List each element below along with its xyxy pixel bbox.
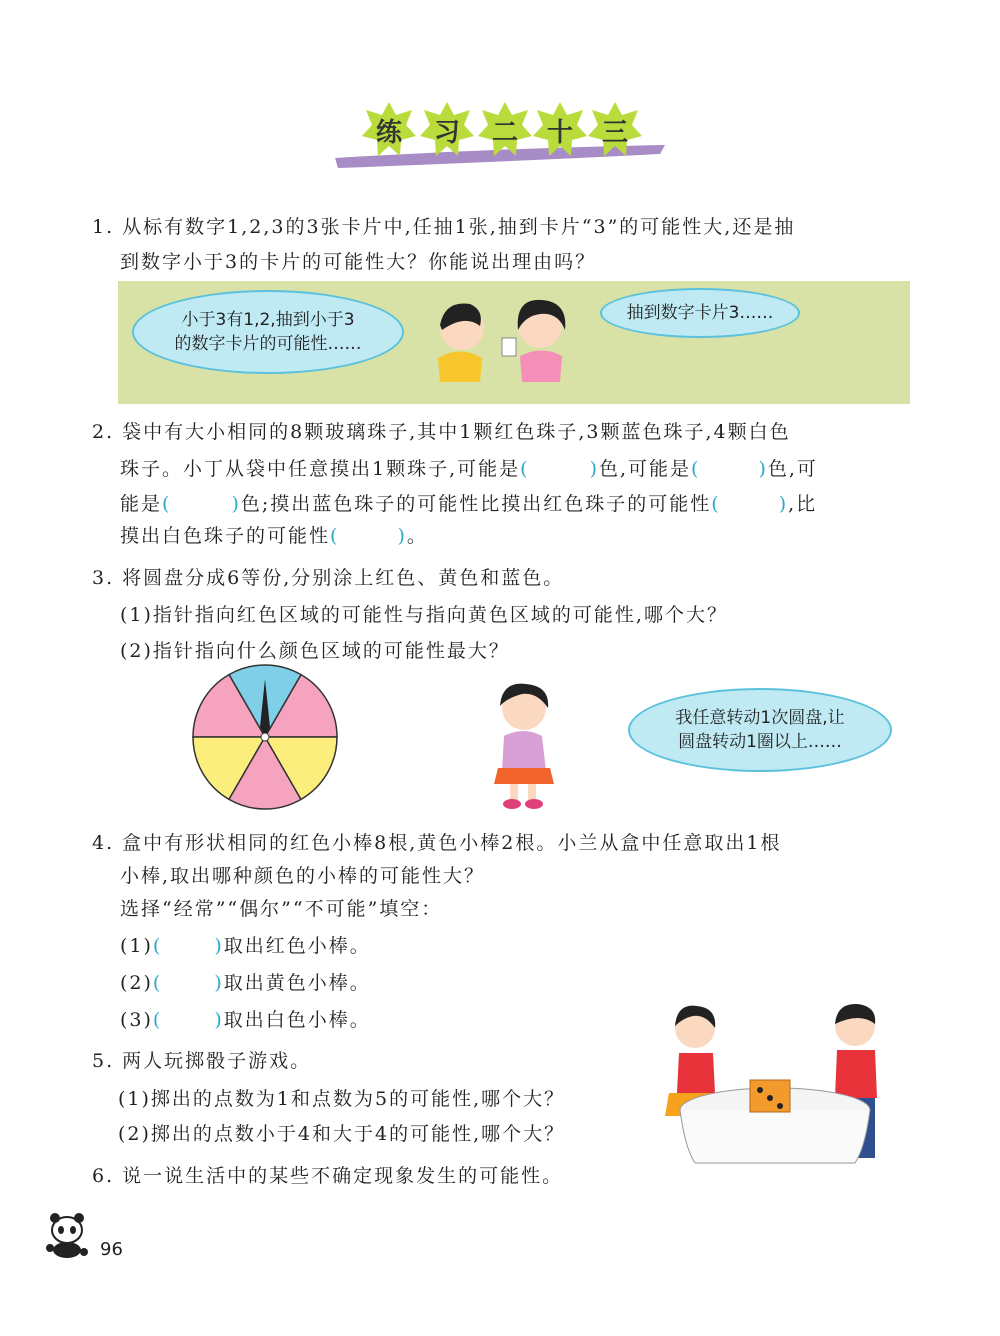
blank-close: ) bbox=[758, 458, 768, 480]
text: 色,可能是 bbox=[598, 458, 692, 480]
text: 。 bbox=[406, 525, 428, 547]
q5-text: 5. 两人玩掷骰子游戏。 bbox=[92, 1050, 312, 1072]
blank-open: ( bbox=[152, 972, 163, 994]
q4-item bbox=[120, 1005, 371, 1032]
children-illustration bbox=[420, 290, 580, 390]
blank-close: ) bbox=[589, 458, 599, 480]
item-text: 取出白色小棒。 bbox=[223, 1009, 371, 1031]
text: 能是 bbox=[120, 493, 163, 515]
title-char: 三 bbox=[601, 118, 628, 148]
item-number: (1) bbox=[120, 935, 153, 957]
text: 摸出白色珠子的可能性 bbox=[120, 525, 331, 547]
page-number: 96 bbox=[100, 1239, 123, 1260]
panda-icon bbox=[42, 1210, 92, 1260]
bubble-text: 的数字卡片的可能性…… bbox=[174, 334, 362, 354]
item-text: 取出红色小棒。 bbox=[223, 935, 371, 957]
blank-open: ( bbox=[711, 493, 721, 515]
text: 珠子。小丁从袋中任意摸出1颗珠子,可能是 bbox=[120, 458, 521, 480]
text: 色,可 bbox=[767, 458, 818, 480]
q4-text: 4. 盒中有形状相同的红色小棒8根,黄色小棒2根。小兰从盒中任意取出1根 bbox=[92, 832, 782, 854]
title-char: 习 bbox=[433, 118, 460, 148]
blank-open: ( bbox=[330, 525, 340, 547]
title-char: 十 bbox=[546, 118, 573, 148]
bubble-text: 我任意转动1次圆盘,让 bbox=[675, 708, 845, 728]
dice-game-illustration bbox=[655, 998, 895, 1188]
speech-bubble bbox=[600, 288, 800, 338]
q2-text-line4 bbox=[120, 521, 428, 548]
blank-open: ( bbox=[152, 935, 163, 957]
q3-sub2: (2)指针指向什么颜色区域的可能性最大？ bbox=[120, 640, 510, 662]
blank-close: ) bbox=[214, 972, 224, 994]
text: ,比 bbox=[788, 493, 818, 515]
bubble-text: 小于3有1,2,抽到小于3 bbox=[181, 310, 355, 330]
blank-open: ( bbox=[691, 458, 701, 480]
q4-text: 小棒,取出哪种颜色的小棒的可能性大？ bbox=[120, 865, 486, 887]
blank-close: ) bbox=[231, 493, 241, 515]
blank-close: ) bbox=[778, 493, 789, 515]
q2-text: 2. 袋中有大小相同的8颗玻璃珠子,其中1颗红色珠子,3颗蓝色珠子,4颗白色 bbox=[92, 421, 791, 443]
q6-text: 6. 说一说生活中的某些不确定现象发生的可能性。 bbox=[92, 1165, 564, 1187]
q5-sub2: (2)掷出的点数小于4和大于4的可能性,哪个大？ bbox=[118, 1123, 566, 1145]
blank-close: ) bbox=[214, 935, 224, 957]
q5-sub1: (1)掷出的点数为1和点数为5的可能性,哪个大？ bbox=[118, 1088, 566, 1110]
q4-item bbox=[120, 931, 371, 958]
q4-text: 选择“经常”“偶尔”“不可能”填空： bbox=[120, 898, 443, 920]
item-number: (3) bbox=[120, 1009, 153, 1031]
q1-text: 1. 从标有数字1,2,3的3张卡片中,任抽1张,抽到卡片“3”的可能性大,还是抽 bbox=[92, 216, 796, 238]
q2-text-line3 bbox=[120, 489, 817, 516]
bubble-text: 抽到数字卡片3…… bbox=[626, 303, 774, 323]
q3-sub1: (1)指针指向红色区域的可能性与指向黄色区域的可能性,哪个大？ bbox=[120, 604, 728, 626]
q3-text: 3. 将圆盘分成6等份,分别涂上红色、黄色和蓝色。 bbox=[92, 567, 565, 589]
q1-text: 到数字小于3的卡片的可能性大？你能说出理由吗？ bbox=[120, 251, 597, 273]
title-char: 练 bbox=[375, 118, 402, 148]
speech-bubble bbox=[628, 688, 892, 772]
girl-illustration bbox=[462, 676, 577, 811]
blank-close: ) bbox=[214, 1009, 224, 1031]
title-char: 二 bbox=[491, 118, 518, 148]
item-number: (2) bbox=[120, 972, 153, 994]
blank-close: ) bbox=[397, 525, 407, 547]
speech-bubble bbox=[132, 290, 404, 374]
q2-text-line2 bbox=[120, 454, 818, 481]
blank-open: ( bbox=[152, 1009, 163, 1031]
text: 色;摸出蓝色珠子的可能性比摸出红色珠子的可能性 bbox=[240, 493, 712, 515]
q4-item bbox=[120, 968, 371, 995]
blank-open: ( bbox=[520, 458, 530, 480]
spinner-hub bbox=[261, 733, 269, 741]
blank-open: ( bbox=[162, 493, 172, 515]
spinner-disc bbox=[190, 664, 340, 810]
item-text: 取出黄色小棒。 bbox=[223, 972, 371, 994]
bubble-text: 圆盘转动1圈以上…… bbox=[678, 732, 842, 752]
